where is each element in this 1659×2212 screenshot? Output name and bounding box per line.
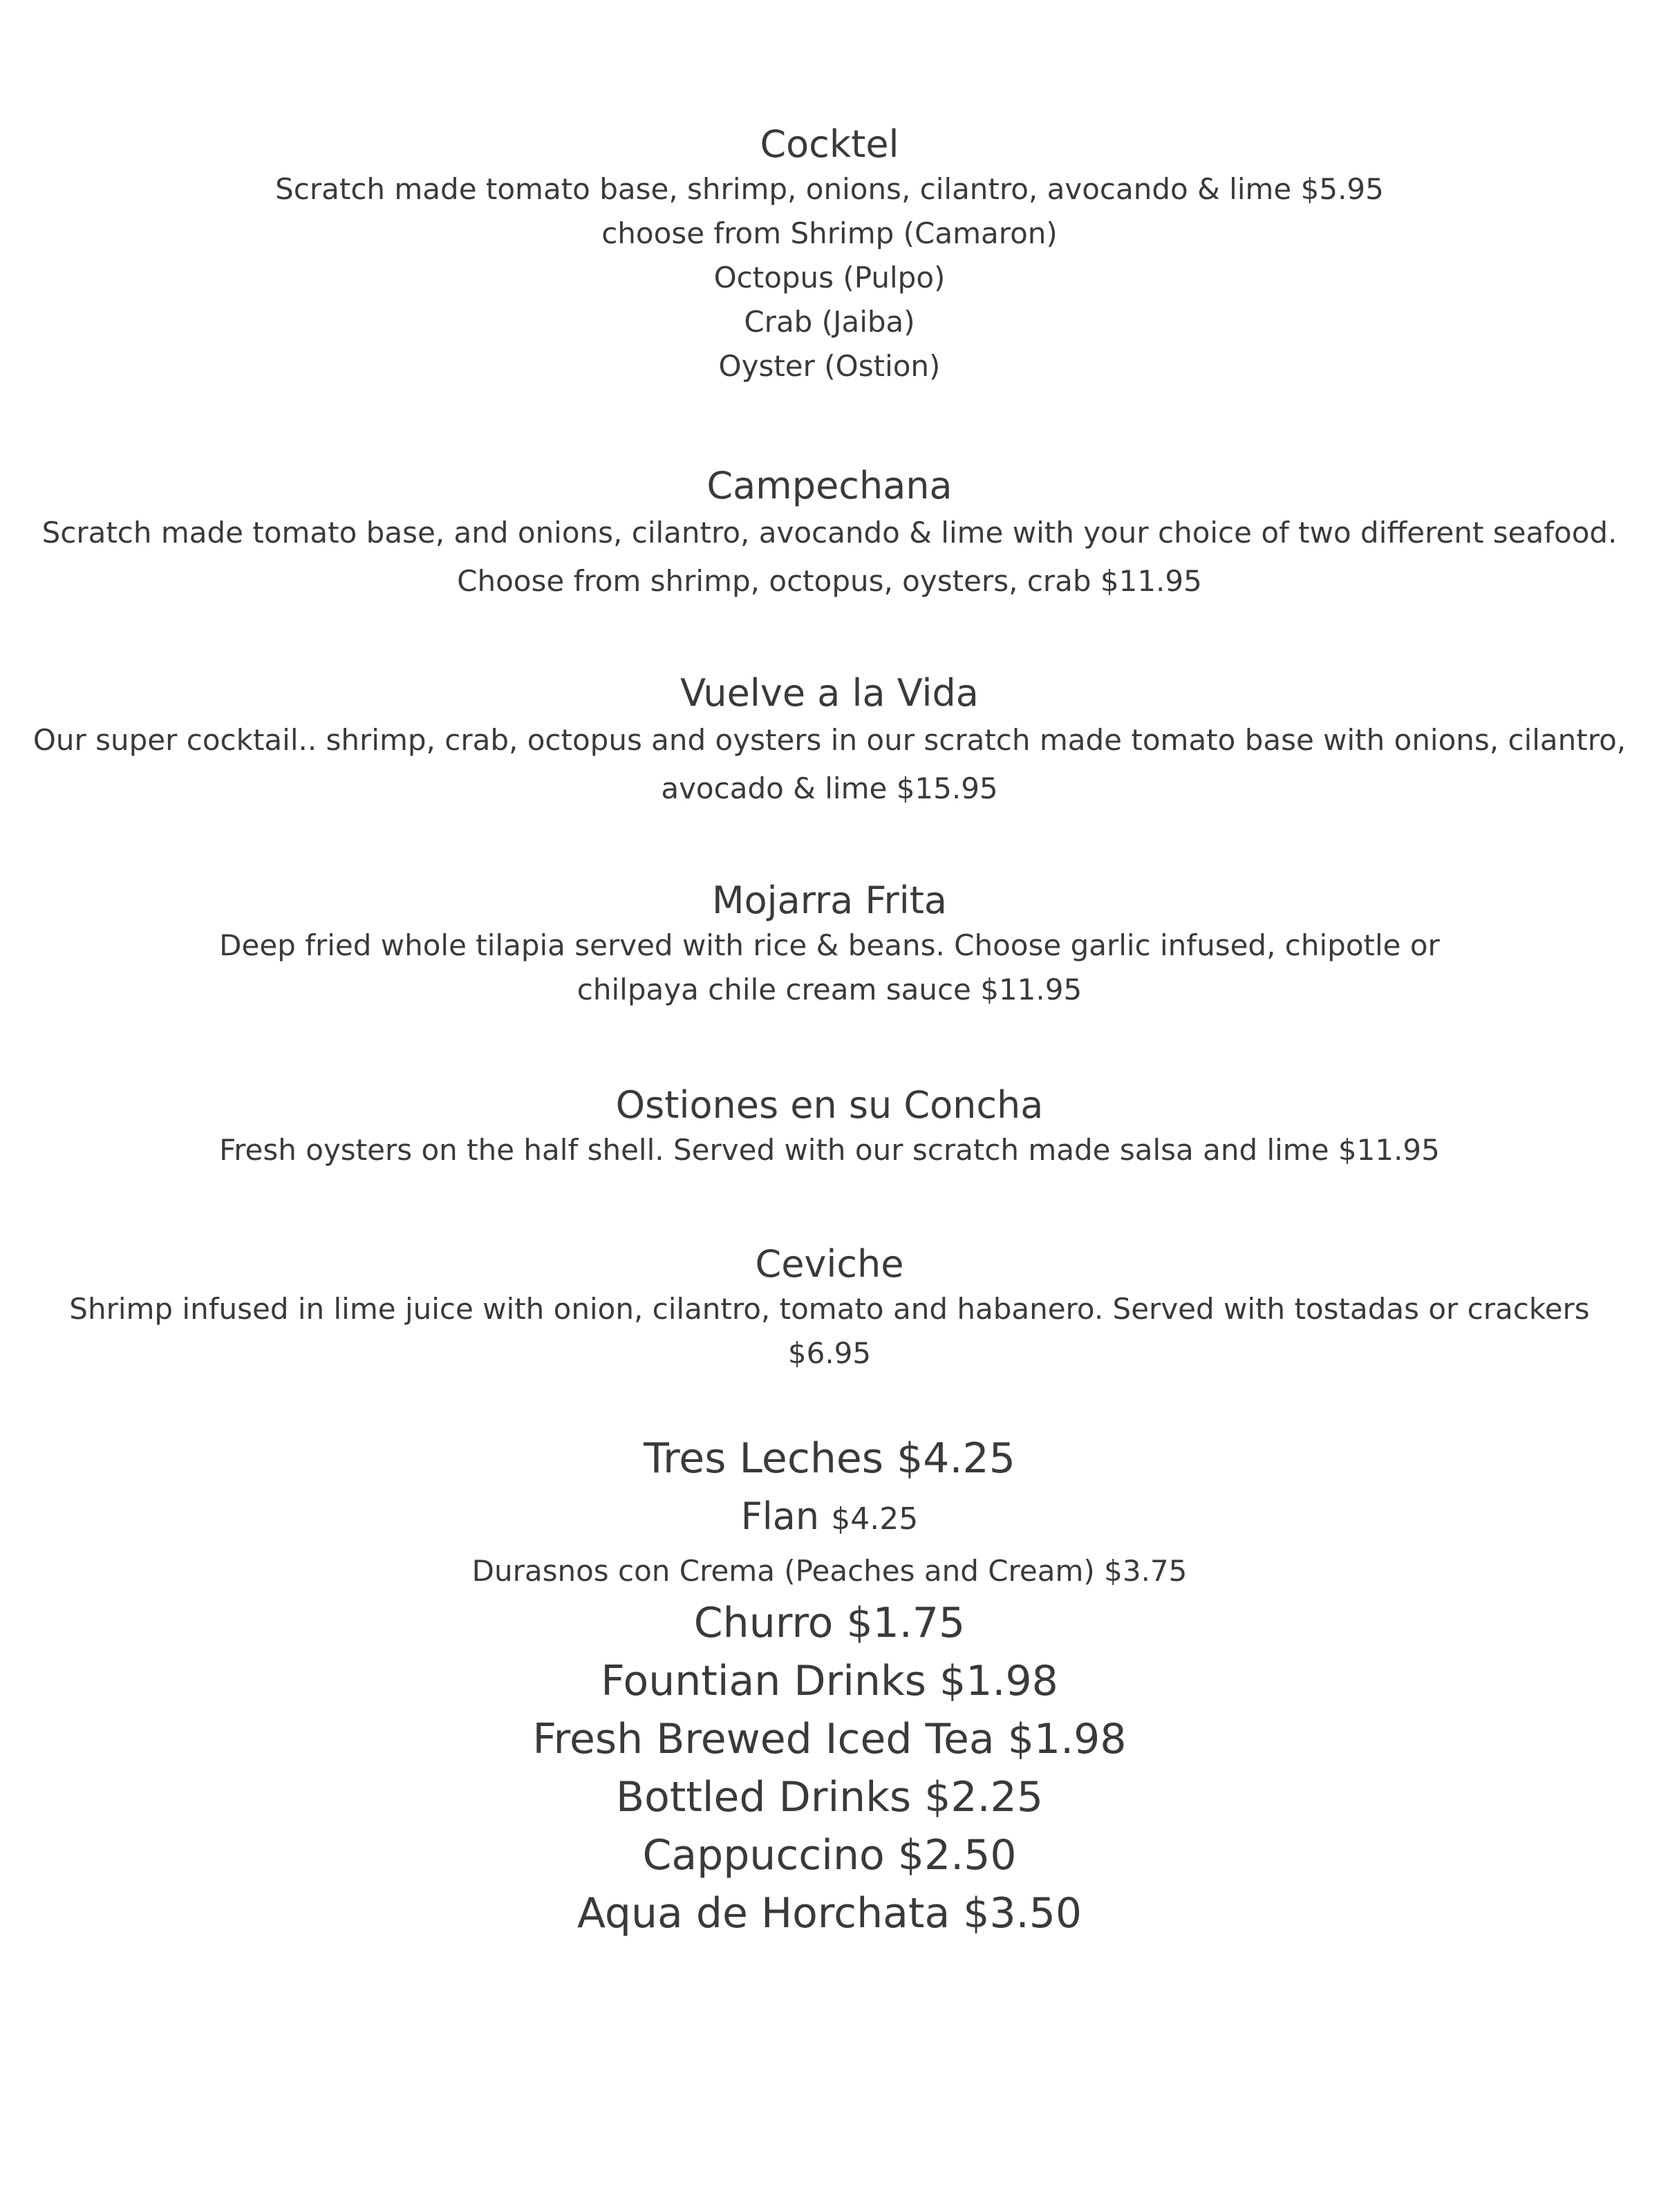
menu-item-horchata: Aqua de Horchata $3.50 [577, 1889, 1082, 1938]
menu-item-fountain-drinks: Fountian Drinks $1.98 [601, 1657, 1058, 1705]
section-description-line: Shrimp infused in lime juice with onion, cilantro, tomato and habanero. Served with tostadas or crackers [69, 1292, 1590, 1326]
section-title: Ostiones en su Concha [615, 1083, 1044, 1127]
section-title: Mojarra Frita [711, 879, 948, 922]
section-description-line: Crab (Jaiba) [744, 305, 915, 339]
section-description-line: Choose from shrimp, octopus, oysters, crab $11.95 [457, 564, 1202, 598]
menu-section-mojarra-frita [0, 878, 1659, 1012]
section-description-line: avocado & lime $15.95 [661, 771, 998, 805]
section-description-line: choose from Shrimp (Camaron) [601, 216, 1058, 250]
section-description-line: Scratch made tomato base, and onions, cilantro, avocando & lime with your choice of two different seafood. [41, 516, 1618, 550]
section-description-line: Fresh oysters on the half shell. Served with our scratch made salsa and lime $11.95 [219, 1133, 1440, 1167]
section-title: Vuelve a la Vida [680, 671, 979, 715]
menu-section-cocktel [0, 122, 1659, 388]
section-description-line: Scratch made tomato base, shrimp, onions, cilantro, avocando & lime $5.95 [275, 172, 1384, 206]
menu-item-cappuccino: Cappuccino $2.50 [642, 1831, 1017, 1880]
section-description-line: Deep fried whole tilapia served with rice & beans. Choose garlic infused, chipotle or [219, 928, 1440, 962]
menu-item-durasnos-con-crema: Durasnos con Crema (Peaches and Cream) $3.75 [471, 1554, 1188, 1588]
item-name: Flan [740, 1494, 820, 1538]
section-title: Ceviche [755, 1242, 904, 1286]
menu-section-ceviche [0, 1241, 1659, 1376]
section-description-line: chilpaya chile cream sauce $11.95 [577, 973, 1082, 1006]
menu-item-flan [0, 1488, 1659, 1548]
item-price: $4.25 [831, 1501, 919, 1537]
section-description-line: Octopus (Pulpo) [713, 261, 946, 294]
section-description-line: Oyster (Ostion) [718, 349, 941, 383]
menu-section-ostiones-en-su-concha [0, 1082, 1659, 1172]
menu-section-desserts-drinks [0, 1430, 1659, 1942]
menu-item-iced-tea: Fresh Brewed Iced Tea $1.98 [532, 1715, 1127, 1763]
section-title: Cocktel [760, 122, 899, 166]
menu-item-bottled-drinks: Bottled Drinks $2.25 [615, 1773, 1044, 1821]
menu-item-churro: Churro $1.75 [693, 1599, 966, 1647]
section-title: Campechana [706, 464, 953, 507]
menu-section-vuelve-a-la-vida [0, 671, 1659, 813]
menu-section-campechana [0, 463, 1659, 606]
section-description-line: Our super cocktail.. shrimp, crab, octopus and oysters in our scratch made tomato base with onions, cilantro, [32, 723, 1627, 757]
menu-item-tres-leches: Tres Leches $4.25 [644, 1434, 1015, 1483]
section-description-line: $6.95 [787, 1336, 872, 1370]
